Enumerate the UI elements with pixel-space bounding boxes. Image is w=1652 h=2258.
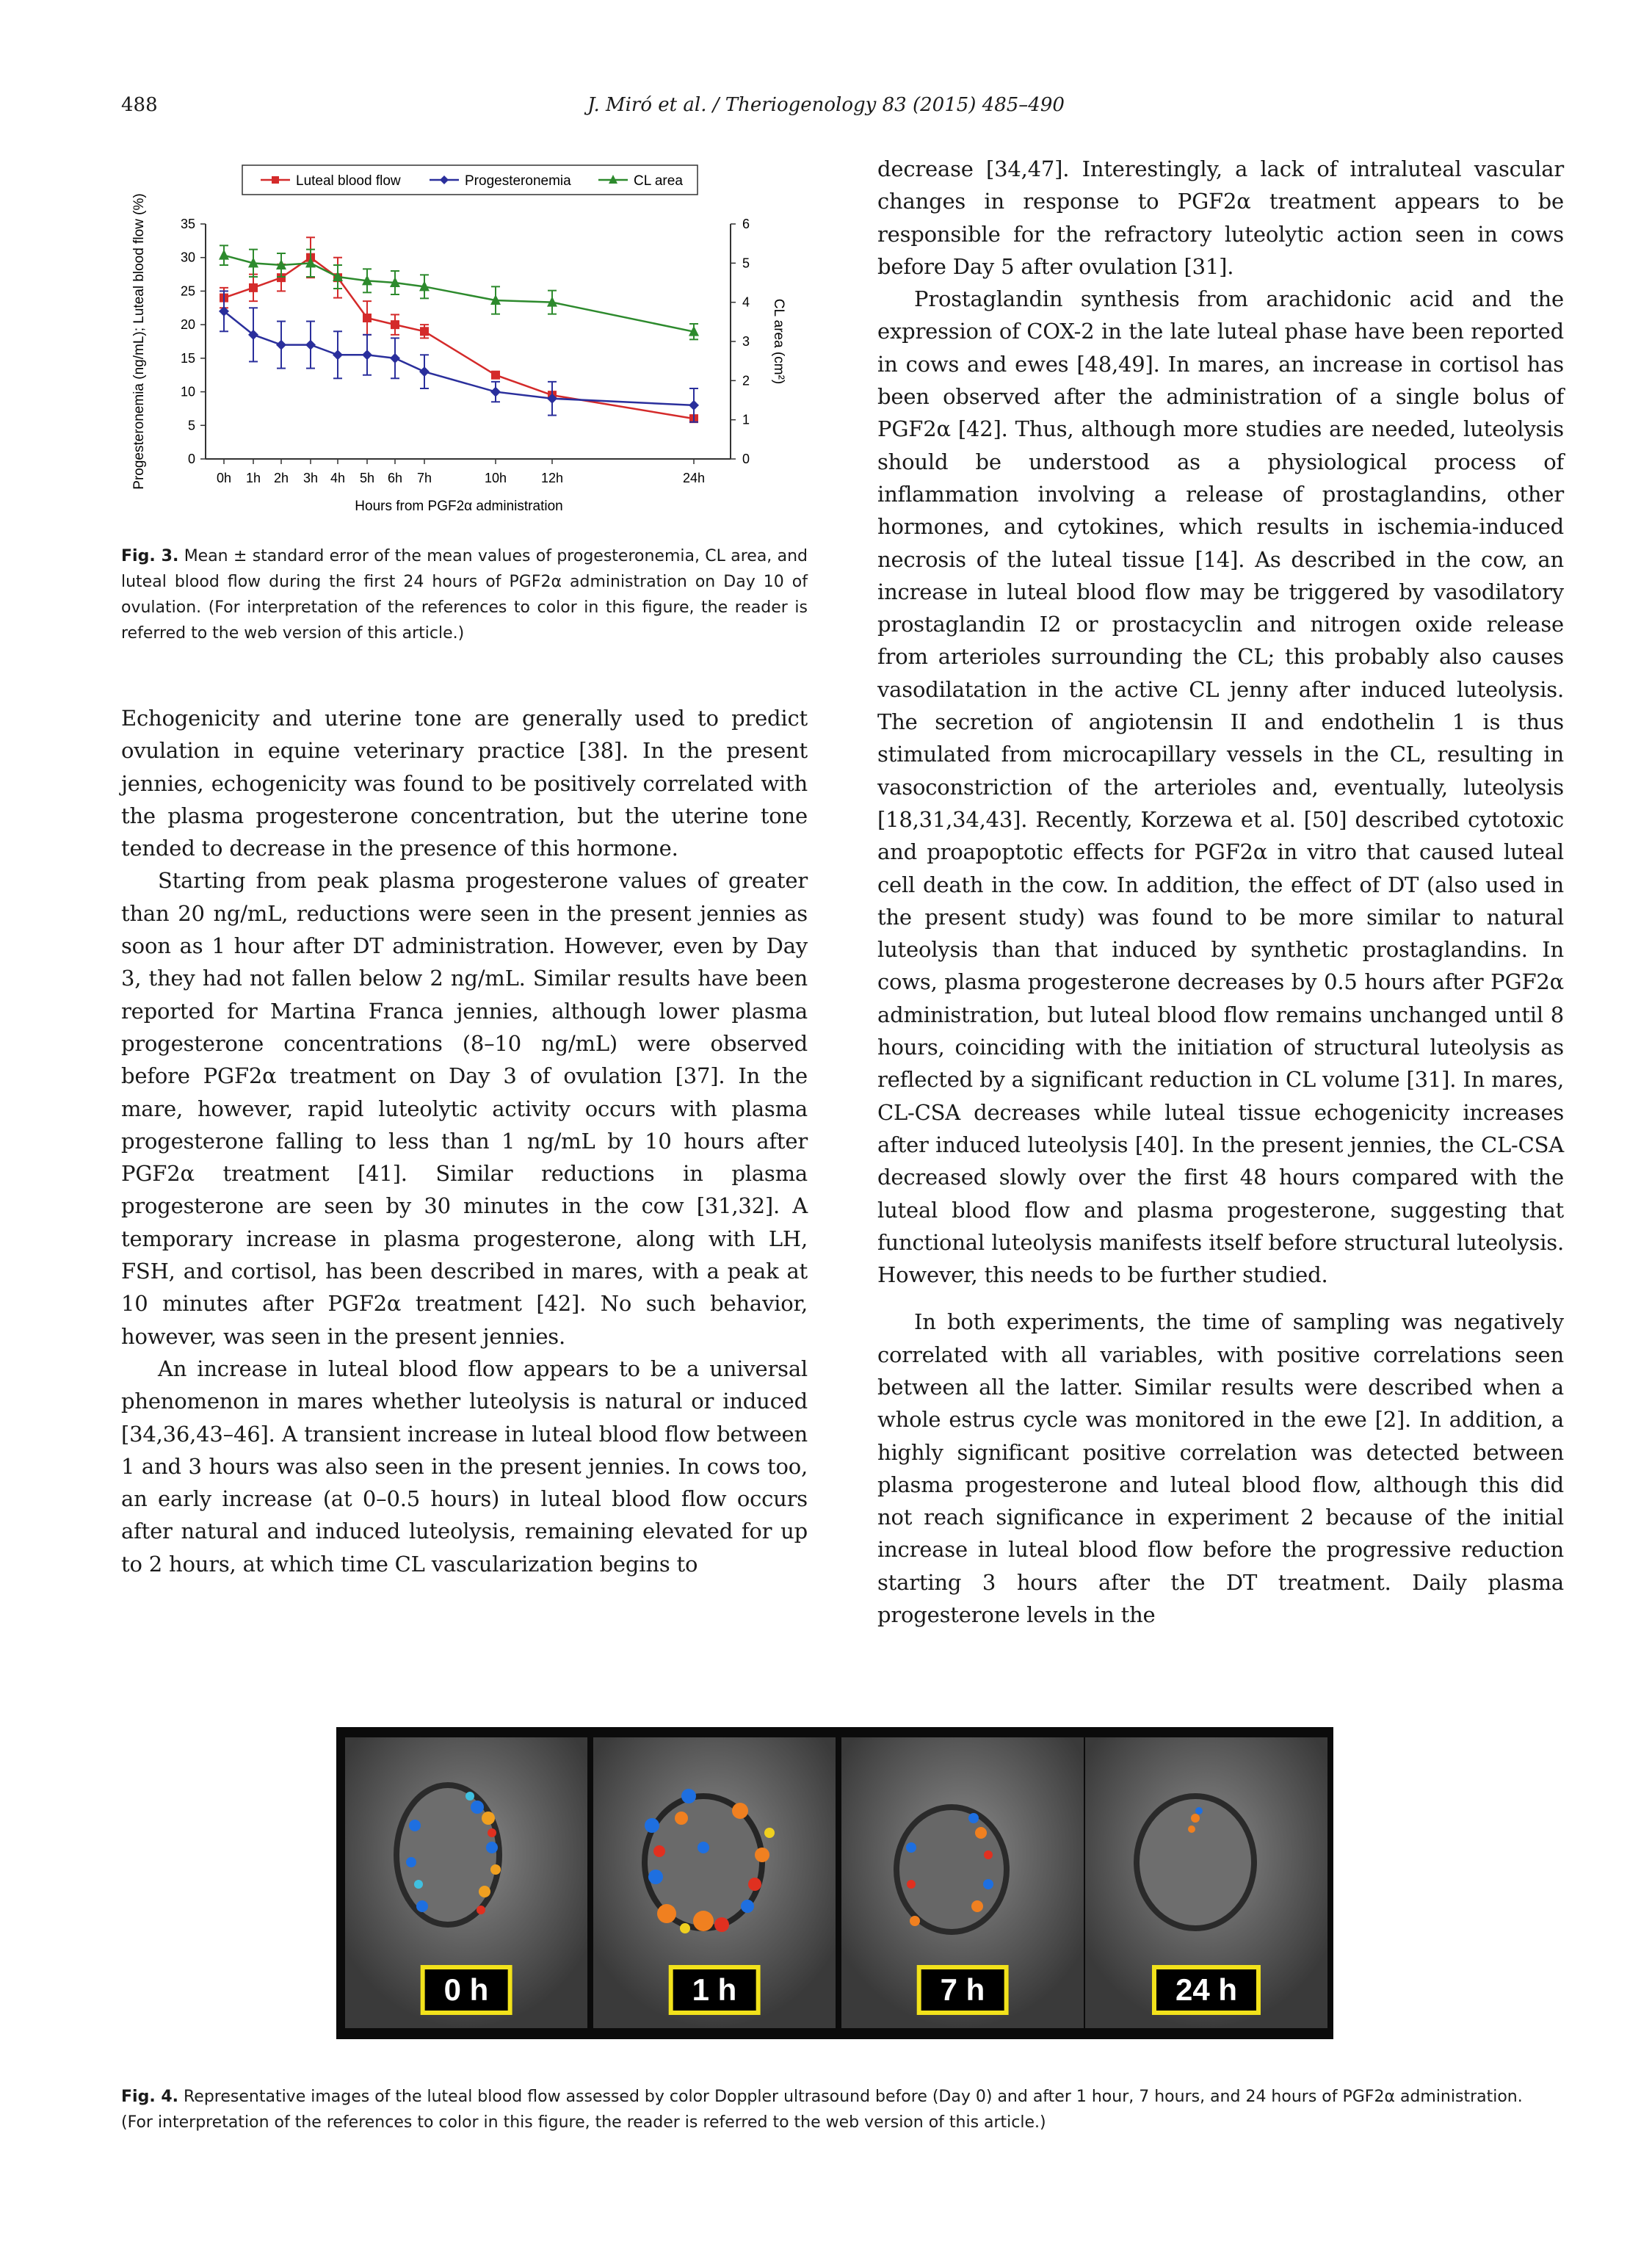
data-point [689,400,699,410]
data-point [305,340,316,350]
time-label-1h: 1 h [669,1965,761,2015]
running-header: J. Miró et al. / Theriogenology 83 (2015) 485–490 [587,94,1065,116]
left-paragraph-2: Starting from peak plasma progesterone values of greater than 20 ng/mL, reductions were seen in the present jennies as soon as 1 hour after DT administration. However, even by Day 3, they had not fallen below 2 ng/mL. Similar results have been reported for Martina Franca jennies, although lower plasma progesterone concentrations (8–10 ng/mL) were observed before PGF2α treatment on Day 3 of ovulation [37]. In the mare, however, rapid luteolytic activity occurs with plasma progesterone falling to less than 1 ng/mL by 10 hours after PGF2α treatment [41]. Similar reductions in plasma progesterone are seen by 30 minutes in the cow [31,32]. A temporary increase in plasma progesterone, along with LH, FSH, and cortisol, has been described in mares, with a peak at 10 minutes after PGF2α treatment [42]. No such behavior, however, was seen in the present jennies. [121,868,808,1349]
figure-4-caption-text: Representative images of the luteal blood flow assessed by color Doppler ultrasound before (Day 0) and after 1 hour, 7 hours, and 24 hours of PGF2α administration. (For interpretation of the references to color in this figure, the reader is referred to the web version of this article.) [121,2088,1523,2132]
data-point [419,366,430,377]
x-tick-label: 1h [245,471,261,485]
left-tick-label: 15 [180,350,195,366]
left-tick-label: 30 [180,250,195,265]
x-tick-label: 10h [484,471,507,485]
left-column [121,702,808,1580]
data-point [276,340,286,350]
figure-4-label: Fig. 4. [121,2088,178,2106]
data-point [390,353,400,363]
x-tick-label: 7h [416,471,432,485]
left-tick-label: 35 [180,217,195,231]
legend-label: Progesteronemia [465,173,571,189]
x-tick-label: 5h [359,471,375,485]
right-paragraph-1: decrease [34,47]. Interestingly, a lack of intraluteal vascular changes in response to PGF2α treatment appears to be responsible for the refractory luteolytic action seen in cows before Day 5 after ovulation [31]. [877,156,1564,279]
left-paragraph-1: Echogenicity and uterine tone are generally used to predict ovulation in equine veterinary practice [38]. In the present jennies, echogenicity was found to be positively correlated with the plasma progesterone concentration, but the uterine tone tended to decrease in the presence of this hormone. [121,706,808,861]
figure-3-caption-text: Mean ± standard error of the mean values of progesteronemia, CL area, and luteal blood flow during the first 24 hours of PGF2α administration on Day 10 of ovulation. (For interpretation of the references to color in this figure, the reader is referred to the web version of this article.) [121,547,808,643]
right-tick-label: 4 [742,294,750,310]
doppler-panel-1h [593,1737,836,2028]
time-label-0h: 0 h [421,1965,512,2015]
x-tick-label: 3h [302,471,319,485]
left-tick-label: 20 [180,317,195,333]
data-point [491,371,500,380]
figure-3-chart [114,151,797,532]
doppler-panel-24h [1085,1737,1327,2028]
y-axis-label-right: CL area (cm²) [771,298,786,385]
right-tick-label: 6 [742,217,750,231]
left-tick-label: 0 [187,452,195,466]
right-tick-label: 3 [742,334,750,349]
time-label-24h: 24 h [1152,1965,1261,2015]
data-point [249,283,258,292]
x-tick-label: 6h [387,471,403,485]
figure-3-label: Fig. 3. [121,547,179,565]
series-line-1 [224,311,694,405]
series-line-0 [224,258,694,419]
x-axis-label: Hours from PGF2α administration [355,499,563,514]
data-point [219,250,229,260]
data-point [420,327,429,336]
left-ticks [181,217,206,466]
right-paragraph-2: Prostaglandin synthesis from arachidonic acid and the expression of COX-2 in the late luteal phase have been reported in cows and ewes [48,49]. In mares, an increase in cortisol has been observed after the administration of a single bolus of PGF2α [42]. Thus, although more studies are needed, luteolysis should be understood as a physiological process of inflammation involving a release of prostaglandins, other hormones, and cytokines, which results in ischemia-induced necrosis of the luteal tissue [14]. As described in the cow, an increase in luteal blood flow may be triggered by vasodilatory prostaglandin I2 or prostacyclin and nitrogen oxide release from arterioles surrounding the CL; this probably also causes vasodilatation in the active CL jenny after induced luteolysis. The secretion of angiotensin II and endothelin 1 is thus stimulated from microcapillary vessels in the CL, resulting in vasoconstriction of the arterioles and, eventually, luteolysis [18,31,34,43]. Recently, Korzewa et al. [50] described cytotoxic and proapoptotic effects for PGF2α in vitro that caused luteal cell death in the cow. In addition, the effect of DT (also used in the present study) was found to be more similar to natural luteolysis than that induced by synthetic prostaglandins. In cows, plasma progesterone decreases by 0.5 hours after PGF2α administration, but luteal blood flow remains unchanged until 8 hours, coinciding with the initiation of structural luteolysis as reflected by a significant reduction in CL volume [31]. In mares, CL-CSA decreases while luteal tissue echogenicity increases after induced luteolysis [40]. In the present jennies, the CL-CSA decreased slowly over the first 48 hours compared with the luteal blood flow and plasma progesterone, suggesting that functional luteolysis manifests itself before structural luteolysis. However, this needs to be further studied. [877,286,1564,1288]
left-tick-label: 5 [187,418,195,433]
left-tick-label: 25 [180,283,195,299]
right-paragraph-3: In both experiments, the time of sampling was negatively correlated with all variables, with positive correlations seen between all the latter. Similar results were described when a whole estrus cycle was monitored in the ewe [2]. In addition, a highly significant positive correlation was detected between plasma progesterone and luteal blood flow, although this did not reach significance in experiment 2 because of the initial increase in luteal blood flow before the progressive reduction starting 3 hours after the DT treatment. Daily plasma progesterone levels in the [877,1309,1564,1628]
x-tick-label: 0h [216,471,232,485]
series-line-2 [224,256,694,332]
figure-4-doppler-images [336,1727,1333,2039]
data-point [333,350,343,360]
data-point [362,350,372,360]
y-axis-label-left: Progesteronemia (ng/mL); Luteal blood flow (%) [131,193,147,490]
page-number: 488 [121,94,158,116]
doppler-panel-7h [841,1737,1084,2028]
x-tick-label: 12h [540,471,564,485]
legend-label: CL area [634,173,683,189]
time-label-7h: 7 h [917,1965,1009,2015]
series-group [219,237,699,423]
left-tick-label: 10 [180,384,195,399]
line-chart [114,151,797,532]
doppler-panel-0h [345,1737,587,2028]
figure-4-caption [121,2084,1546,2135]
legend-marker [272,176,279,184]
data-point [363,314,372,322]
right-tick-label: 5 [742,256,750,271]
right-tick-label: 2 [742,373,750,388]
right-tick-label: 0 [742,452,750,466]
legend-label: Luteal blood flow [296,173,401,189]
data-point [490,387,501,397]
figure-3-caption [121,543,808,646]
left-paragraph-3: An increase in luteal blood flow appears to be a universal phenomenon in mares whether luteolysis is natural or induced [34,36,43–46]. A transient increase in luteal blood flow between 1 and 3 hours was also seen in the present jennies. In cows too, an early increase (at 0–0.5 hours) in luteal blood flow occurs after natural and induced luteolysis, remaining elevated for up to 2 hours, at which time CL vascularization begins to [121,1356,808,1577]
x-ticks [217,459,705,485]
right-tick-label: 1 [742,412,750,427]
right-column [877,153,1564,1631]
data-point [391,320,399,329]
x-tick-label: 2h [273,471,289,485]
x-tick-label: 24h [682,471,706,485]
x-tick-label: 4h [330,471,346,485]
right-ticks [731,217,750,466]
